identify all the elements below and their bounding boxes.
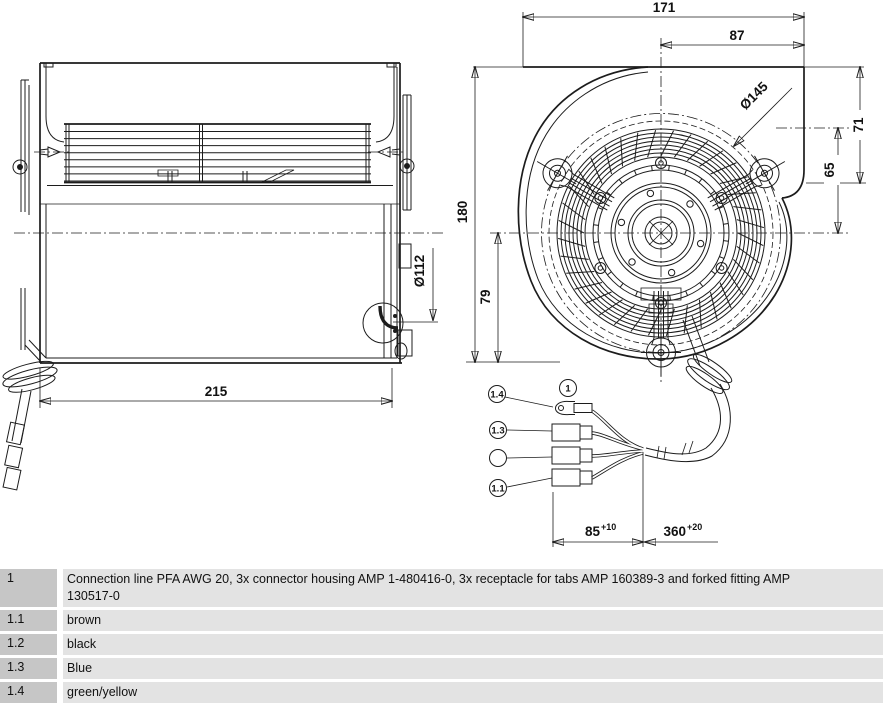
legend-row xyxy=(0,682,883,703)
callout-1-3-label: 1.3 xyxy=(491,425,505,437)
dim-tail-tol-label: +10 xyxy=(601,522,617,532)
callout-1-label: 1 xyxy=(565,383,571,395)
callout-1-4 xyxy=(489,386,554,408)
dim-cable-tol-label: +20 xyxy=(687,522,703,532)
dim-center-bottom-label: 79 xyxy=(478,289,493,305)
dim-height-label: 180 xyxy=(455,200,470,224)
callout-1-1-label: 1.1 xyxy=(491,483,505,495)
connector-housing-1-1 xyxy=(552,469,592,486)
legend-row-desc xyxy=(63,634,883,655)
front-view xyxy=(466,12,866,462)
legend-row xyxy=(0,634,883,655)
legend-row-id: 1.4 xyxy=(0,682,57,703)
legend-row-id: 1 xyxy=(0,569,57,607)
dim-depth xyxy=(40,368,392,408)
legend-row-desc-text: Connection line PFA AWG 20, 3x connector housing AMP 1-480416-0, 3x receptacle for tabs AMP 160389-3 and forked fitting AMP 130517-0 xyxy=(67,572,790,603)
legend-row-desc xyxy=(63,610,883,631)
legend-row-desc xyxy=(63,569,883,607)
callout-1-1 xyxy=(490,478,553,497)
side-connectors xyxy=(0,422,30,490)
callout-1-4-label: 1.4 xyxy=(490,389,504,401)
legend-row-id: 1.1 xyxy=(0,610,57,631)
dim-depth-label: 215 xyxy=(204,384,228,399)
dim-impeller-label: Ø112 xyxy=(412,254,427,288)
legend-row-desc-text: black xyxy=(67,637,97,651)
connector-housing-1-2 xyxy=(552,447,592,464)
legend-row-desc xyxy=(63,658,883,679)
front-view-dimensions xyxy=(455,0,868,362)
dim-center-offset-label: 65 xyxy=(822,162,837,178)
legend-row xyxy=(0,569,883,607)
legend-row-id: 1.3 xyxy=(0,658,57,679)
dim-top-outlet-label: 71 xyxy=(851,117,866,133)
legend-row-desc-text: Blue xyxy=(67,661,93,675)
legend-row-desc xyxy=(63,682,883,703)
front-grommet xyxy=(681,349,737,399)
legend-row-desc-text: brown xyxy=(67,613,102,627)
legend-row xyxy=(0,658,883,679)
side-view xyxy=(0,63,446,490)
dim-cable-label: 360 xyxy=(663,524,686,539)
dim-overall-width-label: 171 xyxy=(652,0,676,15)
callout-1-2 xyxy=(490,450,553,467)
legend-row-desc-text: green/yellow xyxy=(67,685,138,699)
forked-fitting xyxy=(555,401,592,414)
connector-housing-1-3 xyxy=(552,424,592,441)
legend-table xyxy=(0,569,883,706)
callout-1-3 xyxy=(490,422,553,439)
callout-1 xyxy=(560,380,577,397)
legend-row xyxy=(0,610,883,631)
dim-tail-label: 85 xyxy=(584,524,600,539)
dim-bolt-circle-label: Ø145 xyxy=(736,78,771,113)
cable-assembly xyxy=(489,380,719,548)
legend-row-id: 1.2 xyxy=(0,634,57,655)
impeller-drum xyxy=(64,132,371,181)
bracket-left xyxy=(13,80,46,363)
dim-tail xyxy=(553,452,718,547)
dim-center-right-label: 87 xyxy=(729,28,745,43)
